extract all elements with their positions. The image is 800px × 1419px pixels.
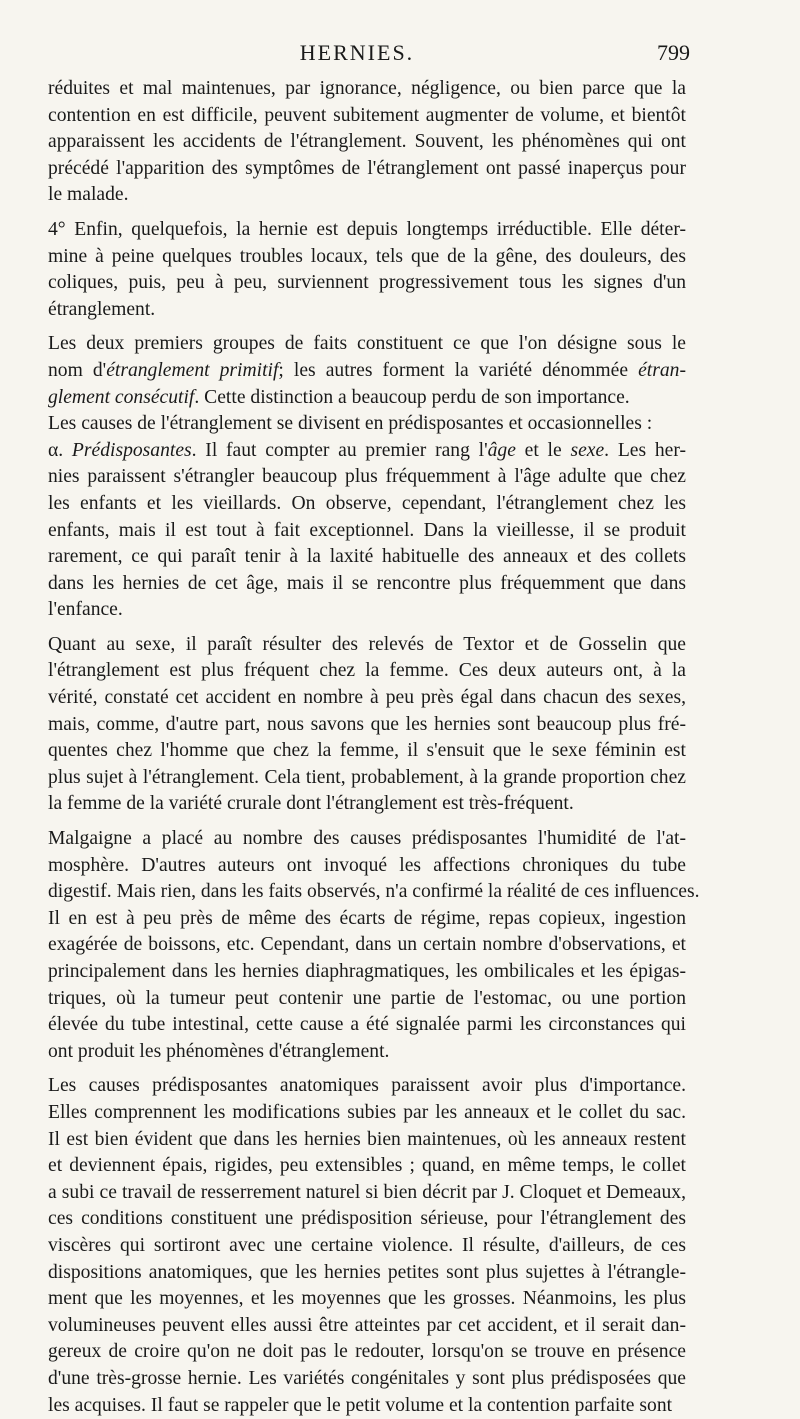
text-line: dispositions anatomiques, que les hernies petites sont plus sujettes à l'étrangle- [24, 1260, 686, 1287]
text-line: Il est bien évident que dans les hernies bien maintenues, où les anneaux restent [24, 1127, 686, 1154]
text-line: réduites et mal maintenues, par ignorance, négligence, ou bien parce que la [24, 76, 686, 103]
paragraph [24, 632, 686, 818]
body-text [24, 76, 686, 1419]
text-line: ment que les moyennes, et les moyennes que les grosses. Néanmoins, les plus [24, 1286, 686, 1313]
text-line: quentes chez l'homme que chez la femme, il s'ensuit que le sexe féminin est [24, 738, 686, 765]
paragraph [24, 411, 686, 438]
text-line: la femme de la variété crurale dont l'étranglement est très-fréquent. [24, 791, 686, 818]
text-line: Elles comprennent les modifications subies par les anneaux et le collet du sac. [24, 1100, 686, 1127]
text-line: ces conditions constituent une prédisposition sérieuse, pour l'étranglement des [24, 1206, 686, 1233]
paragraph [24, 76, 686, 209]
text-line: 4° Enfin, quelquefois, la hernie est depuis longtemps irréductible. Elle déter- [24, 217, 686, 244]
text-line: ont produit les phénomènes d'étranglement. [24, 1039, 686, 1066]
text-line: Malgaigne a placé au nombre des causes prédisposantes l'humidité de l'at- [24, 826, 686, 853]
text-line: rarement, ce qui paraît tenir à la laxité habituelle des anneaux et des collets [24, 544, 686, 571]
text-line: étranglement. [24, 297, 686, 324]
text-line: mosphère. D'autres auteurs ont invoqué les affections chroniques du tube [24, 853, 686, 880]
text-line: glement consécutif. Cette distinction a beaucoup perdu de son importance. [24, 385, 686, 412]
text-line: enfants, mais il est tout à fait exceptionnel. Dans la vieillesse, il se produit [24, 518, 686, 545]
paragraph [24, 331, 686, 411]
text-line: gereux de croire qu'on ne doit pas le redouter, lorsqu'on se trouve en présence [24, 1339, 686, 1366]
page-header [24, 40, 690, 72]
paragraph [24, 438, 686, 624]
text-line: contention en est difficile, peuvent subitement augmenter de volume, et bientôt [24, 103, 686, 130]
text-line: digestif. Mais rien, dans les faits observés, n'a confirmé la réalité de ces influences. [24, 879, 686, 906]
text-line: exagérée de boissons, etc. Cependant, dans un certain nombre d'observations, et [24, 932, 686, 959]
text-line: précédé l'apparition des symptômes de l'étranglement ont passé inaperçus pour [24, 156, 686, 183]
text-line: α. Prédisposantes. Il faut compter au premier rang l'âge et le sexe. Les her- [24, 438, 686, 465]
running-head: HERNIES. [24, 40, 690, 66]
text-line: d'une très-grosse hernie. Les variétés congénitales y sont plus prédisposées que [24, 1366, 686, 1393]
page-number: 799 [657, 40, 690, 66]
text-line: apparaissent les accidents de l'étranglement. Souvent, les phénomènes qui ont [24, 129, 686, 156]
text-line: coliques, puis, peu à peu, surviennent progressivement tous les signes d'un [24, 270, 686, 297]
text-line: viscères qui sortiront avec une certaine violence. Il résulte, d'ailleurs, de ces [24, 1233, 686, 1260]
text-line: le malade. [24, 182, 686, 209]
text-line: l'étranglement est plus fréquent chez la femme. Ces deux auteurs ont, à la [24, 658, 686, 685]
paragraph [24, 217, 686, 323]
text-line: Quant au sexe, il paraît résulter des relevés de Textor et de Gosselin que [24, 632, 686, 659]
paragraph [24, 826, 686, 1065]
text-line: plus sujet à l'étranglement. Cela tient, probablement, à la grande proportion chez [24, 765, 686, 792]
text-line: a subi ce travail de resserrement naturel si bien décrit par J. Cloquet et Demeaux, [24, 1180, 686, 1207]
text-line: Les causes prédisposantes anatomiques paraissent avoir plus d'importance. [24, 1073, 686, 1100]
text-line: nom d'étranglement primitif; les autres forment la variété dénommée étran- [24, 358, 686, 385]
text-line: nies paraissent s'étrangler beaucoup plus fréquemment à l'âge adulte que chez [24, 464, 686, 491]
text-line: vérité, constaté cet accident en nombre à peu près égal dans chacun des sexes, [24, 685, 686, 712]
text-line: élevée du tube intestinal, cette cause a été signalée parmi les circonstances qui [24, 1012, 686, 1039]
text-line: mine à peine quelques troubles locaux, tels que de la gêne, des douleurs, des [24, 244, 686, 271]
text-line: dans les hernies de cet âge, mais il se rencontre plus fréquemment que dans [24, 571, 686, 598]
text-line: les enfants et les vieillards. On observe, cependant, l'étranglement chez les [24, 491, 686, 518]
text-line: mais, comme, d'autre part, nous savons que les hernies sont beaucoup plus fré- [24, 712, 686, 739]
paragraph [24, 1073, 686, 1419]
text-line: l'enfance. [24, 597, 686, 624]
text-line: volumineuses peuvent elles aussi être atteintes par cet accident, et il serait dan- [24, 1313, 686, 1340]
text-line: Les deux premiers groupes de faits constituent ce que l'on désigne sous le [24, 331, 686, 358]
text-line: Il en est à peu près de même des écarts de régime, repas copieux, ingestion [24, 906, 686, 933]
text-line: triques, où la tumeur peut contenir une partie de l'estomac, ou une portion [24, 986, 686, 1013]
text-line: Les causes de l'étranglement se divisent en prédisposantes et occasionnelles : [24, 411, 686, 438]
text-line: et deviennent épais, rigides, peu extensibles ; quand, en même temps, le collet [24, 1153, 686, 1180]
text-line: les acquises. Il faut se rappeler que le petit volume et la contention parfaite sont [24, 1393, 686, 1419]
text-line: principalement dans les hernies diaphragmatiques, les ombilicales et les épigas- [24, 959, 686, 986]
